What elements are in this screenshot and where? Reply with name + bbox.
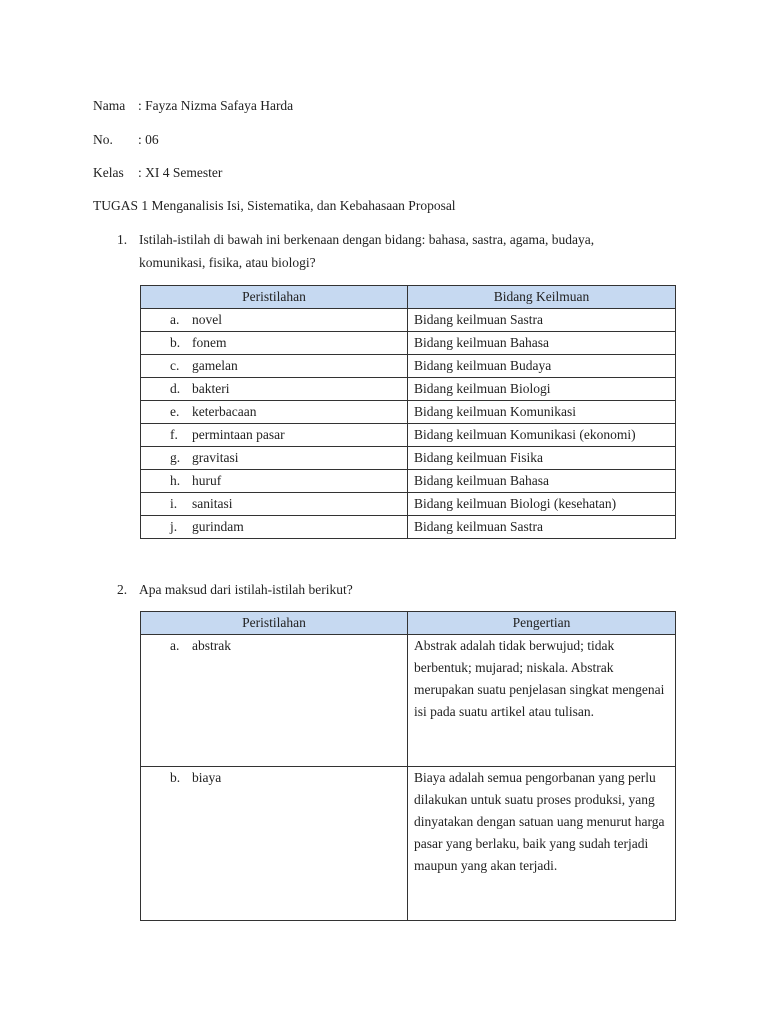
q2-term-text: biaya	[192, 770, 222, 785]
q1-term-letter: j.	[170, 519, 178, 534]
q2-header-term: Peristilahan	[141, 612, 408, 635]
q1-table-row	[141, 516, 676, 539]
question-2-text: Apa maksud dari istilah-istilah berikut?	[139, 582, 353, 597]
q1-term-text: keterbacaan	[192, 404, 257, 419]
q1-table-row	[141, 493, 676, 516]
q2-table	[140, 611, 676, 921]
q1-table-row	[141, 332, 676, 355]
q1-term-cell	[141, 401, 408, 424]
q1-field-cell: Bidang keilmuan Bahasa	[408, 470, 676, 493]
q1-field-cell: Bidang keilmuan Sastra	[408, 309, 676, 332]
q1-header-field: Bidang Keilmuan	[408, 286, 676, 309]
q1-field-cell: Bidang keilmuan Biologi	[408, 378, 676, 401]
q2-table-row	[141, 635, 676, 767]
q1-term-cell	[141, 493, 408, 516]
question-1-number: 1.	[117, 232, 128, 247]
q2-term-letter: b.	[170, 770, 181, 785]
question-1-text	[139, 228, 594, 274]
q1-term-cell	[141, 332, 408, 355]
q1-field-cell: Bidang keilmuan Komunikasi	[408, 401, 676, 424]
q1-field-cell: Bidang keilmuan Sastra	[408, 516, 676, 539]
q1-term-cell	[141, 378, 408, 401]
q1-term-text: gravitasi	[192, 450, 239, 465]
question-1-line-2: komunikasi, fisika, atau biologi?	[139, 255, 316, 270]
q1-table-row	[141, 378, 676, 401]
q1-table-row	[141, 309, 676, 332]
q1-term-letter: h.	[170, 473, 181, 488]
no-label: No.	[93, 132, 113, 147]
q1-term-letter: f.	[170, 427, 178, 442]
no-value: : 06	[138, 132, 159, 147]
kelas-value: : XI 4 Semester	[138, 165, 223, 180]
q1-table-row	[141, 470, 676, 493]
q1-term-letter: a.	[170, 312, 180, 327]
q1-term-text: sanitasi	[192, 496, 233, 511]
q2-table-row	[141, 767, 676, 921]
nama-value: : Fayza Nizma Safaya Harda	[138, 98, 294, 113]
q1-term-letter: i.	[170, 496, 178, 511]
q1-term-letter: g.	[170, 450, 181, 465]
q1-header-term: Peristilahan	[141, 286, 408, 309]
q2-term-letter: a.	[170, 638, 180, 653]
q2-header-definition: Pengertian	[408, 612, 676, 635]
q1-field-cell: Bidang keilmuan Biologi (kesehatan)	[408, 493, 676, 516]
question-1-line-1: Istilah-istilah di bawah ini berkenaan dengan bidang: bahasa, sastra, agama, budaya,	[139, 232, 595, 247]
q1-term-cell	[141, 470, 408, 493]
q1-table-row	[141, 447, 676, 470]
q2-term-cell	[141, 635, 408, 767]
q1-term-text: huruf	[192, 473, 222, 488]
q1-field-cell: Bidang keilmuan Budaya	[408, 355, 676, 378]
q1-term-text: novel	[192, 312, 222, 327]
q1-term-letter: c.	[170, 358, 180, 373]
q2-term-cell	[141, 767, 408, 921]
q2-definition-cell: Abstrak adalah tidak berwujud; tidak berbentuk; mujarad; niskala. Abstrak merupakan suatu penjelasan singkat mengenai isi pada suatu artikel atau tulisan.	[408, 635, 676, 767]
q1-term-cell	[141, 355, 408, 378]
nama-label: Nama	[93, 98, 126, 113]
q1-term-cell	[141, 516, 408, 539]
question-2-number: 2.	[117, 582, 128, 597]
q1-table	[140, 285, 676, 539]
q1-term-cell	[141, 424, 408, 447]
q2-definition-cell: Biaya adalah semua pengorbanan yang perlu dilakukan untuk suatu proses produksi, yang dinyatakan dengan satuan uang menurut harga pasar yang berlaku, baik yang sudah terjadi maupun yang akan terjadi.	[408, 767, 676, 921]
q1-term-letter: e.	[170, 404, 180, 419]
kelas-label: Kelas	[93, 165, 124, 180]
q1-term-letter: b.	[170, 335, 181, 350]
q1-field-cell: Bidang keilmuan Fisika	[408, 447, 676, 470]
q1-term-cell	[141, 309, 408, 332]
q1-term-text: gamelan	[192, 358, 238, 373]
q1-term-letter: d.	[170, 381, 181, 396]
q1-table-row	[141, 355, 676, 378]
q1-term-cell	[141, 447, 408, 470]
q1-field-cell: Bidang keilmuan Komunikasi (ekonomi)	[408, 424, 676, 447]
q1-term-text: fonem	[192, 335, 227, 350]
q2-term-text: abstrak	[192, 638, 231, 653]
q1-table-row	[141, 424, 676, 447]
q1-field-cell: Bidang keilmuan Bahasa	[408, 332, 676, 355]
q1-term-text: gurindam	[192, 519, 244, 534]
task-title: TUGAS 1 Menganalisis Isi, Sistematika, dan Kebahasaan Proposal	[93, 198, 456, 213]
q1-term-text: bakteri	[192, 381, 230, 396]
q1-table-row	[141, 401, 676, 424]
q1-term-text: permintaan pasar	[192, 427, 285, 442]
